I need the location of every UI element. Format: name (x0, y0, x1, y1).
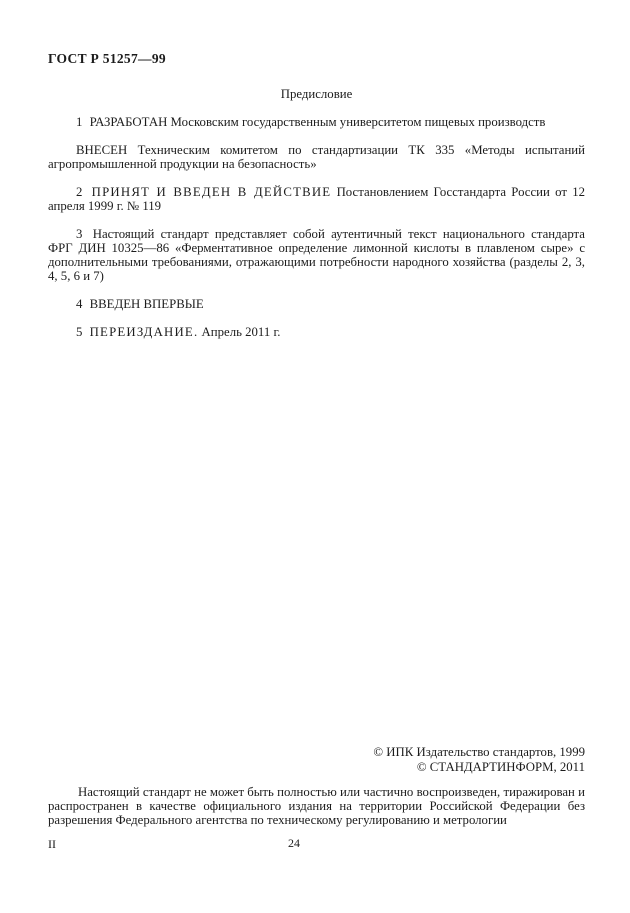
page-number-roman: II (48, 837, 56, 851)
paragraph-text: Апрель 2011 г. (201, 325, 281, 339)
paragraph-keyword: РАЗРАБОТАН (89, 115, 168, 129)
paragraph-text: Настоящий стандарт представляет собой аутентичный текст национального стандарта ФРГ ДИН 10325—86 «Ферментативное определение лимонной кислоты в плавленом сыре» с дополнительными требованиями, отражающими потребности народного хозяйства (разделы 2, 3, 4, 5, 6 и 7) (48, 227, 585, 283)
paragraph-text: Техническим комитетом по стандартизации ТК 335 «Методы испытаний агропромышленной продукции на безопасность» (48, 143, 586, 171)
paragraph-number: 5 (76, 325, 83, 339)
paragraph-text: Московским государственным университетом пищевых производств (170, 115, 546, 129)
preface-title: Предисловие (280, 87, 353, 101)
preface-paragraph (48, 143, 585, 171)
paragraph-number: 4 (76, 297, 83, 311)
paragraph-text: Постановлением Госстандарта России от 12 апреля 1999 г. № 119 (48, 185, 585, 213)
preface-paragraph (48, 115, 585, 129)
copyright-line: © СТАНДАРТИНФОРМ, 2011 (416, 760, 585, 774)
paragraph-keyword: ВНЕСЕН (76, 143, 128, 157)
paragraph-number: 2 (76, 185, 83, 199)
preface-paragraph (48, 185, 585, 213)
legal-notice: Настоящий стандарт не может быть полностью или частично воспроизведен, тиражирован и распространен в качестве официального издания на территории Российской Федерации без разрешения Федерального агентства по техническому регулированию и метрологии (48, 785, 585, 827)
copyright-line: © ИПК Издательство стандартов, 1999 (373, 745, 585, 759)
preface-paragraph (48, 325, 585, 339)
page-number-arabic: 24 (288, 836, 300, 850)
paragraph-number: 1 (76, 115, 83, 129)
paragraph-keyword: ПЕРЕИЗДАНИЕ. (89, 325, 199, 339)
copyright-block (373, 745, 585, 775)
paragraph-number: 3 (76, 227, 83, 241)
preface-content (48, 52, 585, 339)
paragraph-keyword: ПРИНЯТ И ВВЕДЕН В ДЕЙСТВИЕ (91, 185, 332, 199)
paragraph-keyword: ВВЕДЕН ВПЕРВЫЕ (89, 297, 204, 311)
doc-number-header: ГОСТ Р 51257—99 (48, 51, 166, 66)
preface-paragraph (48, 297, 585, 311)
preface-paragraph (48, 227, 585, 283)
